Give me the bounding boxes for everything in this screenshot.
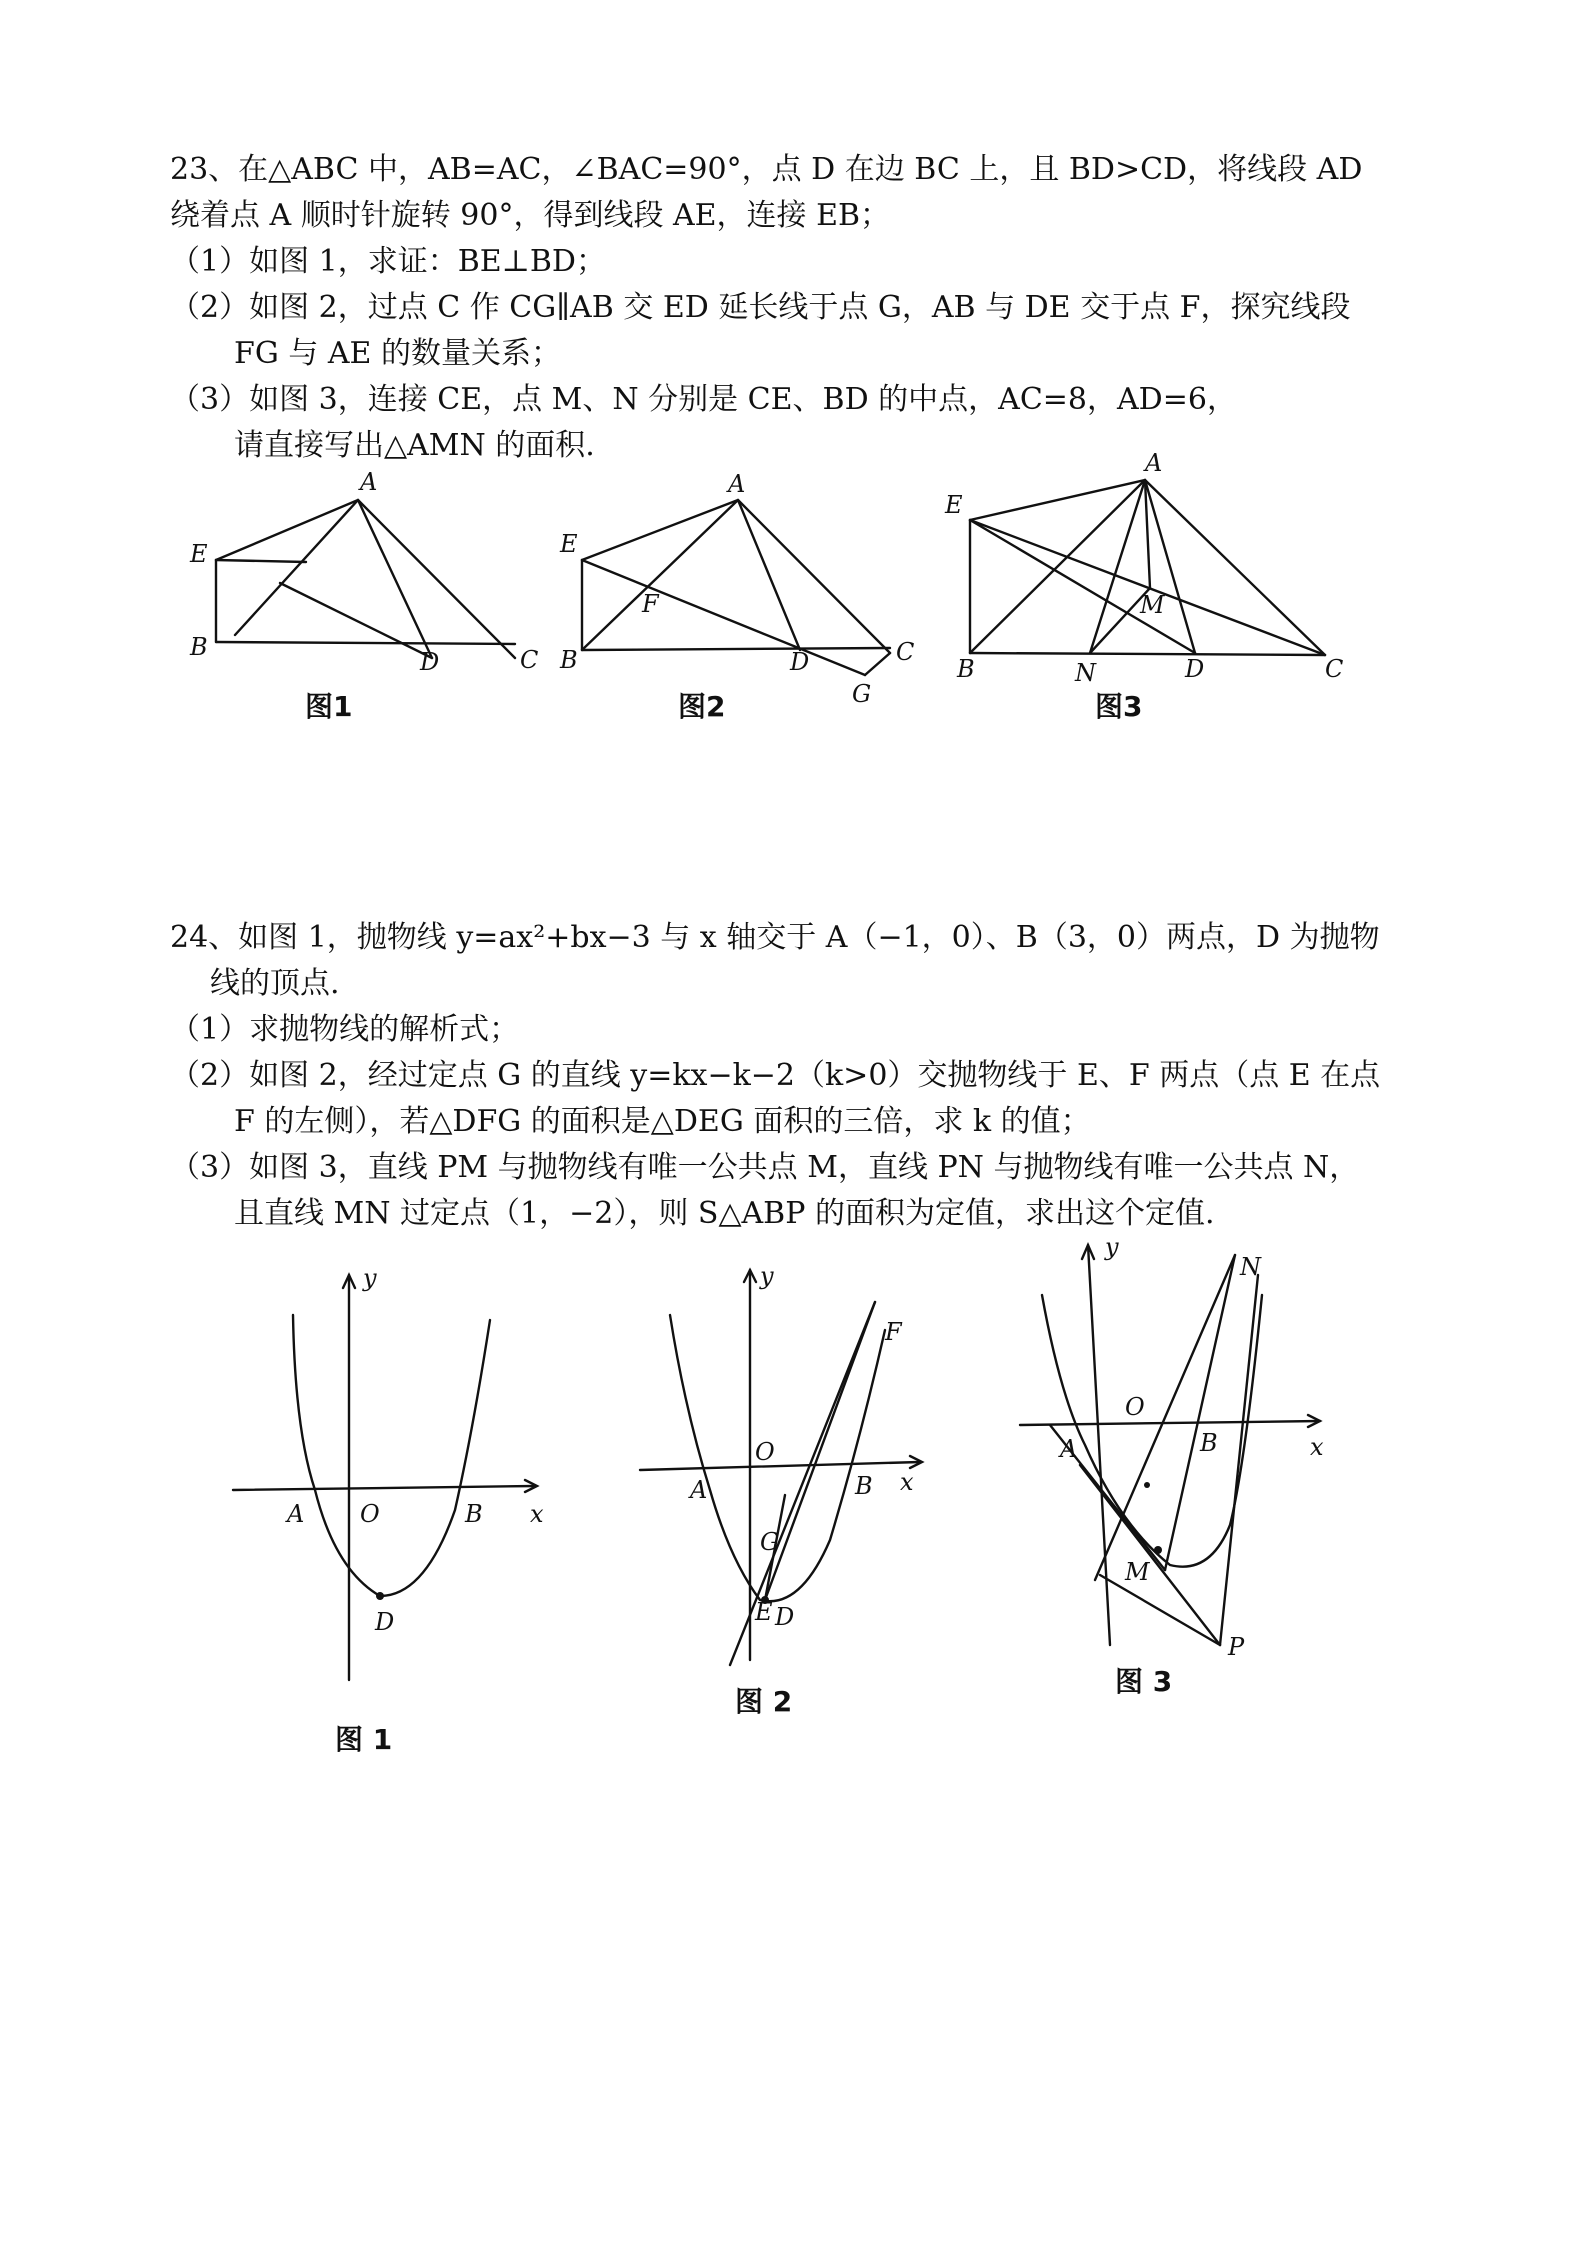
q24-figure-3 — [1010, 1235, 1340, 1665]
q23f3-label-n: N — [1075, 659, 1096, 687]
q24-figure-3-caption: 图 3 — [1115, 1665, 1173, 1698]
q23f1-label-d: D — [420, 648, 440, 676]
q24-figure-1 — [225, 1260, 555, 1700]
q23f3-label-c: C — [1325, 655, 1344, 683]
q24f1-label-o: O — [360, 1500, 380, 1528]
q24f1-label-b: B — [465, 1500, 483, 1528]
q24-figure-2 — [630, 1260, 940, 1680]
q24f3-point-m — [1154, 1546, 1162, 1554]
q24-part-1: （1）求抛物线的解析式； — [170, 1012, 520, 1047]
q24f3-label-m: M — [1125, 1558, 1150, 1586]
q24-part-3a: （3）如图 3，直线 PM 与抛物线有唯一公共点 M，直线 PN 与抛物线有唯一公共点 N， — [170, 1150, 1360, 1185]
q23-figure-3-caption: 图3 — [1095, 690, 1143, 723]
q23-part-2b: FG 与 AE 的数量关系； — [234, 336, 561, 371]
q24f3-label-o: O — [1125, 1393, 1145, 1421]
q24f1-label-a: A — [287, 1500, 305, 1528]
q23f1-label-c: C — [520, 646, 539, 674]
q23-figure-1 — [190, 468, 550, 676]
q23f1-label-e: E — [190, 540, 208, 568]
q24f2-label-g: G — [760, 1528, 780, 1556]
q23-part-3a: （3）如图 3，连接 CE，点 M、N 分别是 CE、BD 的中点，AC=8，AD=6， — [170, 382, 1237, 417]
q23f2-label-g: G — [852, 680, 872, 708]
q24f3-label-y: y — [1105, 1233, 1119, 1261]
q23-figure-1-caption: 图1 — [305, 690, 353, 723]
q24f1-vertex-d-point — [376, 1592, 384, 1600]
q23f2-label-e: E — [560, 530, 578, 558]
q24-line-1: 24、如图 1，抛物线 y=ax²+bx−3 与 x 轴交于 A（−1，0）、B（3，0）两点，D 为抛物 — [170, 920, 1380, 955]
q23f2-label-f: F — [642, 590, 659, 618]
q24f3-label-n: N — [1240, 1253, 1261, 1281]
q23f2-label-b: B — [560, 646, 578, 674]
q24f2-label-d: D — [775, 1603, 795, 1631]
q23-line-2: 绕着点 A 顺时针旋转 90°，得到线段 AE，连接 EB； — [170, 198, 891, 233]
q24f3-label-b: B — [1200, 1429, 1218, 1457]
q23f3-label-e: E — [945, 491, 963, 519]
q23f1-label-a: A — [360, 468, 378, 496]
q24f2-label-o: O — [755, 1438, 775, 1466]
q24f3-label-x: x — [1310, 1433, 1324, 1461]
q24f1-label-x: x — [530, 1500, 544, 1528]
q24-figure-1-caption: 图 1 — [335, 1723, 393, 1756]
q23f3-label-a: A — [1145, 449, 1163, 477]
q23-line-1: 23、在△ABC 中，AB=AC，∠BAC=90°，点 D 在边 BC 上，且 BD>CD，将线段 AD — [170, 152, 1363, 187]
q24f2-label-f: F — [885, 1318, 902, 1346]
q23-part-1: （1）如图 1，求证：BE⊥BD； — [170, 244, 606, 279]
q23f3-label-m: M — [1140, 591, 1165, 619]
q24-line-2: 线的顶点. — [210, 966, 340, 1001]
q23-part-2a: （2）如图 2，过点 C 作 CG∥AB 交 ED 延长线于点 G，AB 与 DE 交于点 F，探究线段 — [170, 290, 1351, 325]
q24-part-2b: F 的左侧），若△DFG 的面积是△DEG 面积的三倍，求 k 的值； — [234, 1104, 1091, 1139]
q24f2-label-b: B — [855, 1472, 873, 1500]
q24f2-label-e: E — [755, 1598, 773, 1626]
q23f2-label-d: D — [790, 648, 810, 676]
q24f2-label-a: A — [690, 1476, 708, 1504]
q24-part-3b: 且直线 MN 过定点（1，−2），则 S△ABP 的面积为定值，求出这个定值. — [234, 1196, 1215, 1231]
q23f2-label-a: A — [728, 470, 746, 498]
q24-part-2a: （2）如图 2，经过定点 G 的直线 y=kx−k−2（k>0）交抛物线于 E、F 两点（点 E 在点 — [170, 1058, 1381, 1093]
q24f1-label-y: y — [363, 1264, 377, 1292]
q24f3-label-p: P — [1228, 1633, 1245, 1661]
q24f3-fixed-point — [1144, 1482, 1150, 1488]
q24f2-label-y: y — [760, 1262, 774, 1290]
q23-figure-2-caption: 图2 — [678, 690, 726, 723]
q23f2-label-c: C — [896, 638, 915, 666]
q23-part-3b: 请直接写出△AMN 的面积. — [234, 428, 595, 463]
q23f3-label-b: B — [957, 655, 975, 683]
q23f3-label-d: D — [1185, 655, 1205, 683]
q24f3-label-a: A — [1060, 1435, 1078, 1463]
q24-figure-2-caption: 图 2 — [735, 1685, 793, 1718]
q24f2-label-x: x — [900, 1468, 914, 1496]
q24f1-label-d: D — [375, 1608, 395, 1636]
q23f1-label-b: B — [190, 633, 208, 661]
q23-figure-3 — [945, 445, 1345, 685]
